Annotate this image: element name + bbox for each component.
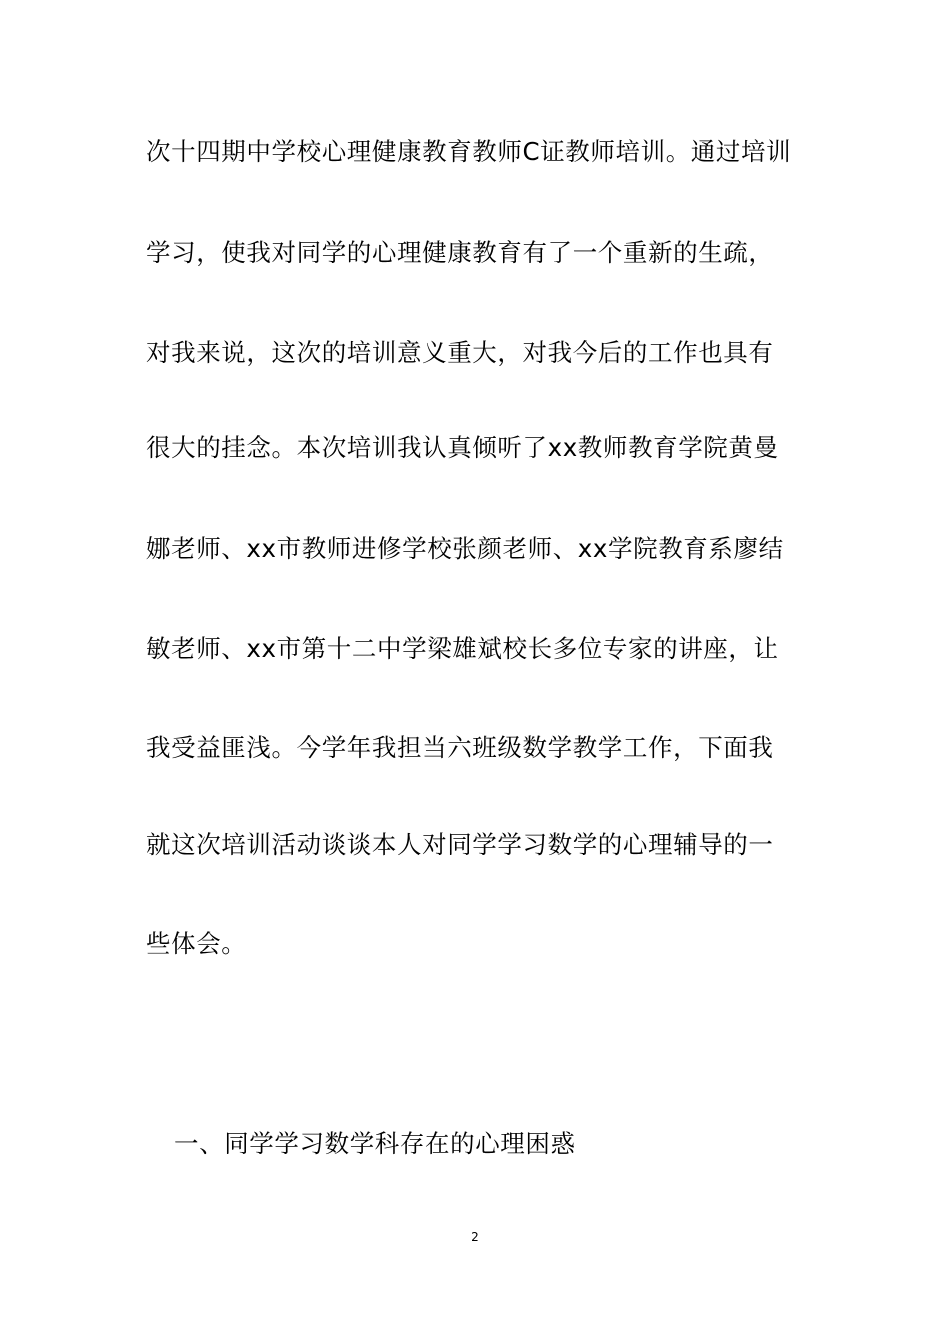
paragraph-line: 就这次培训活动谈谈本人对同学学习数学的心理辅导的一	[146, 830, 774, 859]
page-number: 2	[471, 1230, 479, 1244]
paragraph-line: 学习，使我对同学的心理健康教育有了一个重新的生疏，	[146, 238, 774, 267]
paragraph-line: 很大的挂念。本次培训我认真倾听了xx教师教育学院黄曼	[146, 433, 779, 462]
paragraph-line: 对我来说，这次的培训意义重大，对我今后的工作也具有	[146, 338, 774, 367]
paragraph-line: 敏老师、xx市第十二中学梁雄斌校长多位专家的讲座，让	[146, 634, 779, 663]
paragraph-line: 次十四期中学校心理健康教育教师C证教师培训。通过培训	[146, 137, 792, 166]
paragraph-line: 我受益匪浅。今学年我担当六班级数学教学工作，下面我	[146, 733, 774, 762]
section-heading: 一、同学学习数学科存在的心理困惑	[174, 1129, 576, 1158]
paragraph-line: 娜老师、xx市教师进修学校张颜老师、xx学院教育系廖结	[146, 534, 784, 563]
paragraph-line: 些体会。	[146, 929, 247, 958]
